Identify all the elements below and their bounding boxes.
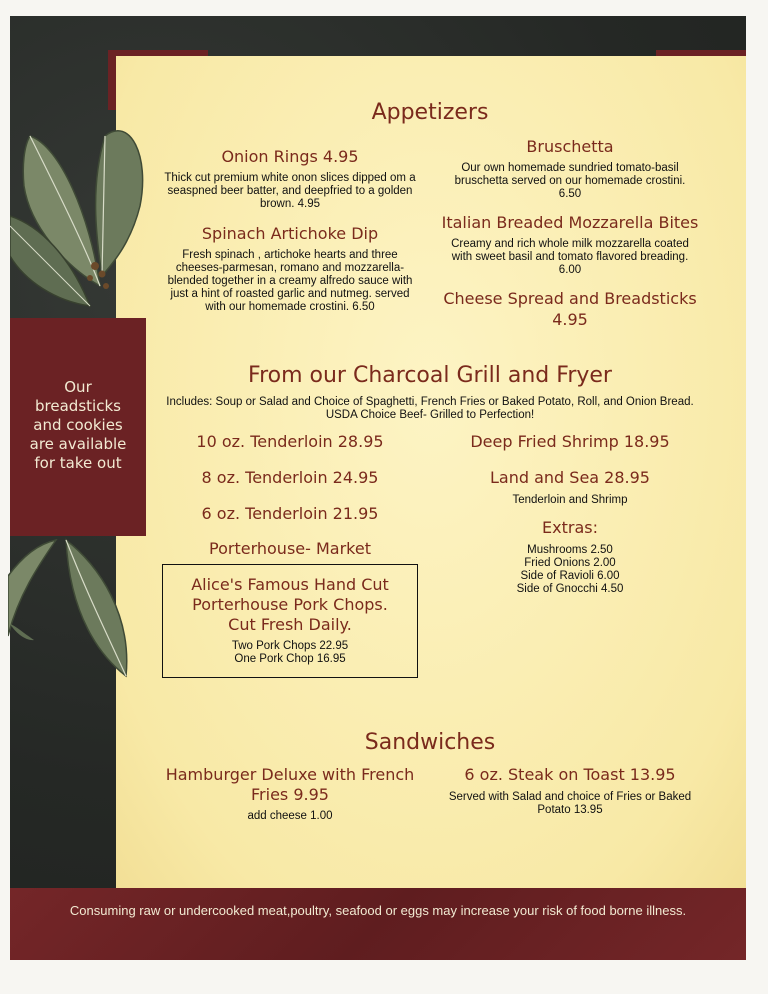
appetizer-price: 4.95 <box>552 310 588 329</box>
sandwich-description <box>150 810 430 823</box>
grill-item: 8 oz. Tenderloin 24.95 <box>201 468 379 487</box>
footer-warning-text: Consuming raw or undercooked meat,poultry, seafood or eggs may increase your risk of food borne illness. <box>69 903 687 918</box>
desc-line: Fresh spinach , artichoke hearts and three <box>182 249 398 261</box>
includes-line: USDA Choice Beef- Grilled to Perfection! <box>325 409 535 421</box>
grill-heading: From our Charcoal Grill and Fryer <box>248 363 612 388</box>
desc-line: 6.50 <box>558 188 582 200</box>
sandwich-name <box>150 765 430 805</box>
featured-title <box>164 575 416 635</box>
featured-price-line: One Pork Chop 16.95 <box>234 653 346 665</box>
desc-line: cheeses-parmesan, romano and mozzarella- <box>175 262 405 274</box>
extras-list <box>440 544 700 596</box>
appetizer-description <box>155 249 425 314</box>
desc-line: blended together in a creamy alfredo sauce with <box>167 275 413 287</box>
featured-title-line: Cut Fresh Daily. <box>228 615 352 634</box>
desc-line: 6.00 <box>558 264 582 276</box>
food-safety-footer <box>10 888 746 960</box>
appetizer-name: Onion Rings 4.95 <box>221 147 359 166</box>
featured-prices <box>164 640 416 666</box>
sandwich-name-line: Fries 9.95 <box>251 785 329 804</box>
appetizer-name: Bruschetta <box>526 137 614 156</box>
extras-item: Mushrooms 2.50 <box>527 544 613 556</box>
leaf-decoration-top-icon <box>10 96 150 320</box>
desc-line: bruschetta served on our homemade crostini. <box>454 175 686 187</box>
desc-line: seaspned beer batter, and deepfried to a golden <box>167 185 413 197</box>
grill-item: Land and Sea 28.95 <box>490 468 650 487</box>
featured-title-line: Porterhouse Pork Chops. <box>192 595 388 614</box>
leaf-decoration-bottom-icon <box>8 536 132 682</box>
extras-item: Side of Gnocchi 4.50 <box>516 583 624 595</box>
extras-heading: Extras: <box>542 518 598 537</box>
grill-item: 6 oz. Tenderloin 21.95 <box>201 504 379 523</box>
appetizers-heading: Appetizers <box>371 100 489 125</box>
grill-includes <box>150 396 710 422</box>
featured-title-line: Alice's Famous Hand Cut <box>191 575 389 594</box>
desc-line: add cheese 1.00 <box>247 810 333 822</box>
desc-line: Potato 13.95 <box>537 804 603 816</box>
grill-item: 10 oz. Tenderloin 28.95 <box>196 432 384 451</box>
desc-line: Our own homemade sundried tomato-basil <box>461 162 679 174</box>
sandwich-name-line: 6 oz. Steak on Toast 13.95 <box>464 765 676 784</box>
desc-line: Creamy and rich whole milk mozzarella coated <box>451 238 689 250</box>
desc-line: Served with Salad and choice of Fries or Baked <box>448 791 692 803</box>
appetizer-name: Cheese Spread and Breadsticks <box>443 289 697 308</box>
desc-line: just a hint of roasted garlic and nutmeg. served <box>170 288 410 300</box>
includes-line: Includes: Soup or Salad and Choice of Spaghetti, French Fries or Baked Potato, Roll, and Onion Bread. <box>166 396 694 408</box>
takeout-note-line: are available <box>29 435 127 453</box>
desc-line: with our homemade crostini. 6.50 <box>205 301 375 313</box>
grill-item: Porterhouse- Market <box>209 539 371 558</box>
appetizer-description <box>435 162 705 201</box>
sandwich-name <box>430 765 710 785</box>
desc-line: brown. 4.95 <box>259 198 321 210</box>
takeout-note-line: for take out <box>34 454 122 472</box>
desc-line: Thick cut premium white onon slices dipped om a <box>164 172 416 184</box>
extras-item: Side of Ravioli 6.00 <box>520 570 620 582</box>
appetizer-name: Italian Breaded Mozzarella Bites <box>441 213 699 232</box>
takeout-note-line: Our <box>64 378 92 396</box>
sandwich-description <box>430 791 710 817</box>
appetizer-description <box>435 238 705 277</box>
sandwich-name-line: Hamburger Deluxe with French <box>165 765 415 784</box>
featured-price-line: Two Pork Chops 22.95 <box>231 640 349 652</box>
takeout-note-line: and cookies <box>33 416 123 434</box>
takeout-note-box <box>10 318 146 536</box>
sandwiches-heading: Sandwiches <box>364 730 496 755</box>
appetizer-description <box>155 172 425 211</box>
desc-line: with sweet basil and tomato flavored breading. <box>451 251 689 263</box>
appetizer-name: Spinach Artichoke Dip <box>201 224 379 243</box>
grill-item-description: Tenderloin and Shrimp <box>512 494 628 506</box>
grill-item: Deep Fried Shrimp 18.95 <box>470 432 670 451</box>
extras-item: Fried Onions 2.00 <box>524 557 616 569</box>
takeout-note-line: breadsticks <box>35 397 121 415</box>
